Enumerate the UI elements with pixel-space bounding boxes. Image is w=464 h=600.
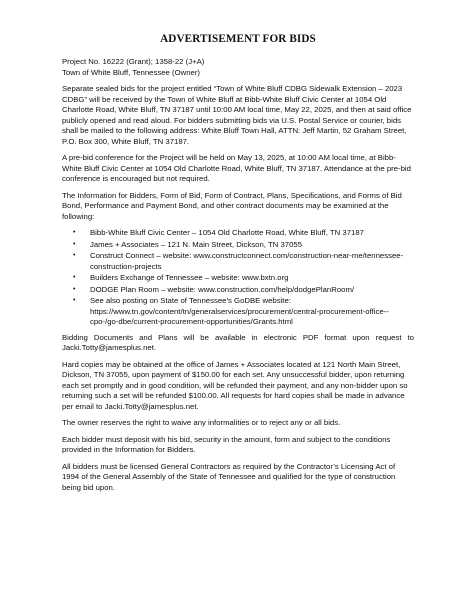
list-item — [73, 251, 414, 272]
bullet-icon: • — [73, 274, 76, 281]
bullet-icon: • — [73, 297, 76, 304]
prebid-conference-paragraph: A pre-bid conference for the Project will be held on May 13, 2025, at 10:00 AM local time, at Bibb-White Bluff Civic Center at 1054 Old Charlotte Road, White Bluff, TN 37187. Attendance at the pre-bid conference is encouraged but not required. — [62, 153, 411, 183]
list-item-text: Construct Connect – website: www.constructconnect.com/construction-near-me/tennessee-construction-projects — [90, 251, 404, 271]
licensing-paragraph: All bidders must be licensed General Contractors as required by the Contractor’s Licensing Act of 1994 of the General Assembly of the State of Tennessee and qualified for the type of construction being bid upon. — [62, 461, 396, 492]
list-item — [73, 284, 414, 296]
list-item-text: DODGE Plan Room – website: www.construction.com/help/dodgePlanRoom/ — [90, 284, 355, 294]
bullet-icon: • — [73, 240, 76, 248]
hard-copies-paragraph: Hard copies may be obtained at the office of James + Associates located at 121 North Main Street, Dickson, TN 37055, upon payment of $150.00 for each set. Any unsuccessful bidder, upon returning each set promptly and in good condition, will be refunded their payment, and any non-bidder upon so returning such a set will be refunded $100.00. All requests for hard copies shall be made in advance per email to Jacki.Totty@jamesplus.net. — [62, 359, 408, 411]
bullet-icon: • — [73, 252, 76, 259]
list-item — [73, 228, 414, 239]
owner-reserves-paragraph: The owner reserves the right to waive any informalities or to reject any or all bids. — [62, 418, 341, 427]
list-item-text: Bibb-White Bluff Civic Center – 1054 Old Charlotte Road, White Bluff, TN 37187 — [90, 228, 364, 237]
list-item-text: Builders Exchange of Tennessee – website: www.bxtn.org — [90, 273, 289, 282]
sealed-bids-paragraph: Separate sealed bids for the project entitled “Town of White Bluff CDBG Sidewalk Extension – 2023 CDBG” will be received by the Town of White Bluff at Bibb-White Bluff Civic Center at 1054 Old Charlotte Road, White Bluff, TN 37187 until 10:00 AM local time, May 22, 2025, and then at said office publicly opened and read aloud. For bidders submitting bids via U.S. Postal Service or courier, bids shall be mailed to the following address: White Bluff Town Hall, ATTN: Jeff Martin, 52 Graham Street, P.O. Box 300, White Bluff, TN 37187. — [62, 84, 412, 146]
electronic-documents-paragraph: Bidding Documents and Plans will be available in electronic PDF format upon request to Jacki.Totty@jamesplus.net. — [62, 332, 414, 352]
bullet-icon: • — [73, 285, 76, 293]
bid-security-paragraph: Each bidder must deposit with his bid, security in the amount, form and subject to the conditions provided in the Information for Bidders. — [62, 434, 391, 454]
owner-line: Town of White Bluff, Tennessee (Owner) — [62, 67, 200, 77]
list-item-text: See also posting on State of Tennessee’s GoDBE website: https://www.tn.gov/content/tn/generalservices/procurement/central-procurement-office--cpo-/go-dbe/current-procurement-opportunities/Grants.html — [90, 296, 389, 326]
list-item — [73, 296, 414, 328]
bullet-icon: • — [73, 229, 76, 236]
document-title: ADVERTISEMENT FOR BIDS — [160, 33, 316, 45]
information-paragraph: The Information for Bidders, Form of Bid, Form of Contract, Plans, Specifications, and Forms of Bid Bond, Performance and Payment Bond, and other contract documents may be examined at the following: — [62, 190, 402, 221]
list-item — [73, 239, 414, 251]
document-locations-list — [62, 228, 414, 328]
list-item-text: James + Associates – 121 N. Main Street, Dickson, TN 37055 — [90, 239, 303, 249]
list-item — [73, 273, 414, 284]
project-number: Project No. 16222 (Grant); 1358-22 (J+A) — [62, 57, 205, 66]
